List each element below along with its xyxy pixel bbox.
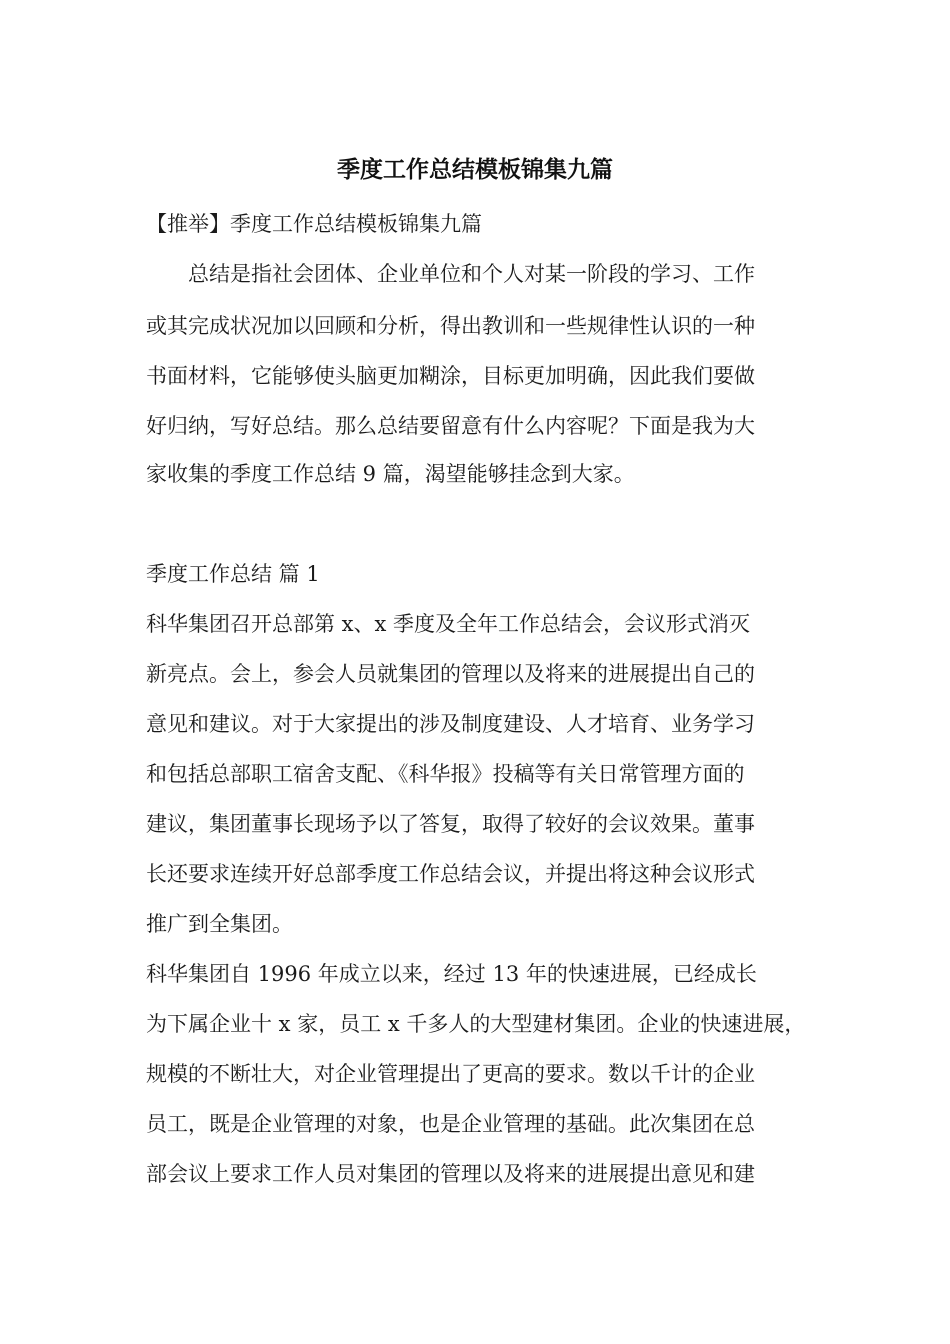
para1-line-7: 推广到全集团。 [146, 912, 293, 936]
para1-line-5: 建议，集团董事长现场予以了答复，取得了较好的会议效果。董事 [146, 812, 755, 836]
para1-line-3: 意见和建议。对于大家提出的涉及制度建设、人才培育、业务学习 [146, 712, 755, 736]
section-heading: 季度工作总结 篇 1 [146, 562, 320, 586]
para2-line-5: 部会议上要求工作人员对集团的管理以及将来的进展提出意见和建 [146, 1162, 755, 1186]
para2-line-1: 科华集团自 1996 年成立以来，经过 13 年的快速进展，已经成长 [146, 962, 757, 986]
para1-line-4: 和包括总部职工宿舍支配、《科华报》投稿等有关日常管理方面的 [146, 762, 745, 786]
intro-line-2: 或其完成状况加以回顾和分析，得出教训和一些规律性认识的一种 [146, 314, 755, 338]
para1-line-1: 科华集团召开总部第 x、x 季度及全年工作总结会，会议形式消灭 [146, 612, 751, 636]
document-title: 季度工作总结模板锦集九篇 [337, 157, 613, 183]
intro-line-3: 书面材料，它能够使头脑更加糊涂，目标更加明确，因此我们要做 [146, 364, 755, 388]
intro-line-4: 好归纳，写好总结。那么总结要留意有什么内容呢？下面是我为大 [146, 414, 755, 438]
para1-line-2: 新亮点。会上，参会人员就集团的管理以及将来的进展提出自己的 [146, 662, 755, 686]
recommend-line: 【推举】季度工作总结模板锦集九篇 [146, 212, 482, 236]
para1-line-6: 长还要求连续开好总部季度工作总结会议，并提出将这种会议形式 [146, 862, 755, 886]
para2-line-4: 员工，既是企业管理的对象，也是企业管理的基础。此次集团在总 [146, 1112, 755, 1136]
para2-line-2: 为下属企业十 x 家，员工 x 千多人的大型建材集团。企业的快速进展， [146, 1012, 806, 1036]
para2-line-3: 规模的不断壮大，对企业管理提出了更高的要求。数以千计的企业 [146, 1062, 755, 1086]
intro-line-1: 总结是指社会团体、企业单位和个人对某一阶段的学习、工作 [146, 262, 755, 286]
intro-line-5: 家收集的季度工作总结 9 篇，渴望能够挂念到大家。 [146, 462, 635, 486]
